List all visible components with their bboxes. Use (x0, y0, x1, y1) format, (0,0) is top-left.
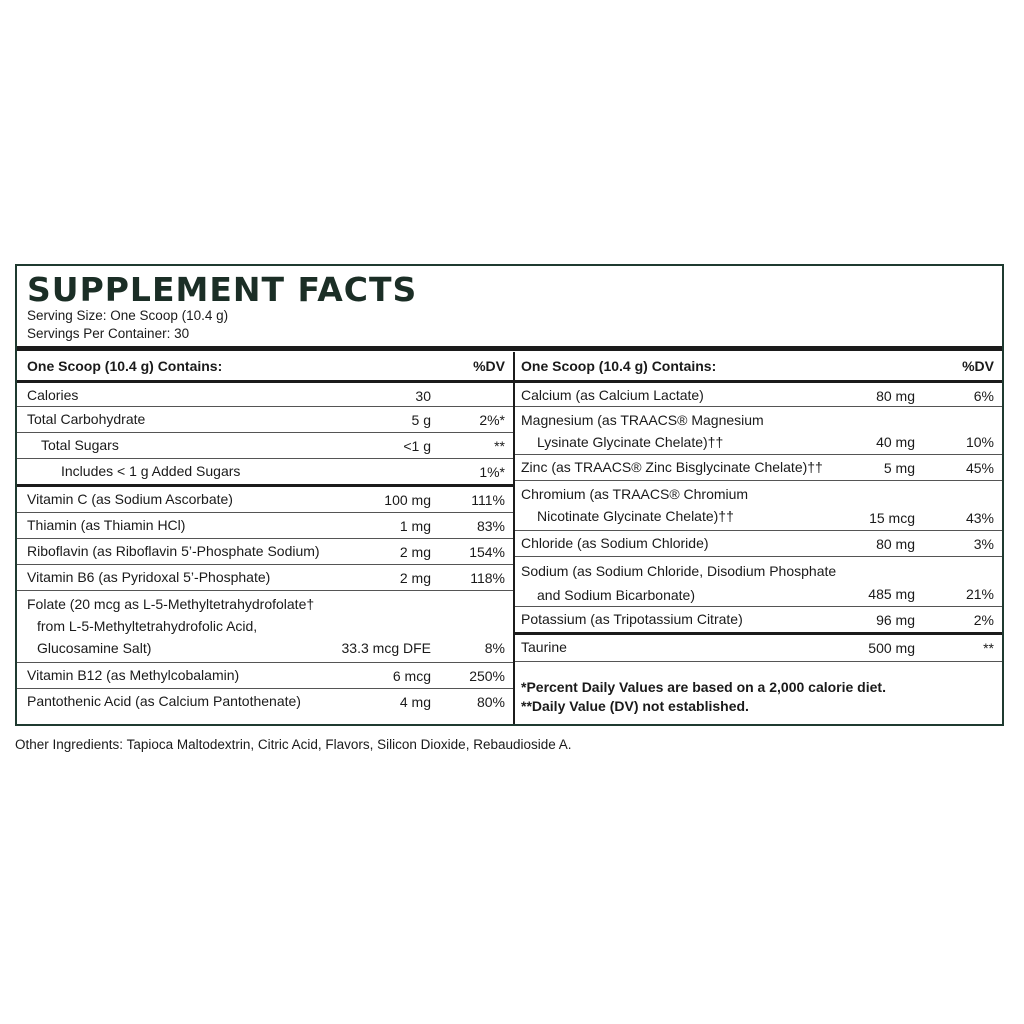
nutrient-row (17, 590, 513, 663)
nutrient-name: Total Carbohydrate (27, 411, 146, 427)
nutrient-row (515, 454, 1002, 481)
left-column-header (17, 352, 513, 380)
nutrient-dv: 111% (471, 492, 505, 508)
nutrient-name: Taurine (521, 639, 567, 655)
nutrient-name: Calories (27, 387, 79, 403)
nutrient-amount: <1 g (403, 438, 431, 454)
nutrient-amount: 80 mg (876, 388, 915, 404)
nutrient-dv: 45% (965, 460, 994, 476)
nutrient-row (17, 662, 513, 689)
nutrient-name: Magnesium (as TRAACS® Magnesium Lysinate Glycinate Chelate)†† (521, 412, 764, 450)
supplement-facts-panel (15, 264, 1004, 726)
nutrient-row (515, 530, 1002, 557)
nutrient-row (17, 432, 513, 459)
nutrient-row (515, 480, 1002, 531)
footnote-dv-not-established: **Daily Value (DV) not established. (521, 698, 749, 714)
nutrient-amount: 4 mg (399, 694, 431, 710)
servings-per-container: Servings Per Container: 30 (27, 326, 190, 341)
nutrient-name: Vitamin B6 (as Pyridoxal 5’-Phosphate) (27, 569, 271, 585)
nutrient-dv: 80% (476, 694, 505, 710)
nutrient-dv: 2% (973, 612, 994, 628)
nutrient-amount: 6 mcg (392, 668, 431, 684)
nutrient-amount: 1 mg (399, 518, 431, 534)
nutrient-dv: 10% (965, 434, 994, 450)
nutrient-dv: 43% (965, 510, 994, 526)
nutrient-name: Chromium (as TRAACS® Chromium Nicotinate Glycinate Chelate)†† (521, 486, 749, 524)
nutrient-dv: 118% (470, 570, 505, 586)
nutrient-dv: 250% (469, 668, 505, 684)
nutrient-name: Calcium (as Calcium Lactate) (521, 387, 704, 403)
nutrient-name: Potassium (as Tripotassium Citrate) (521, 611, 743, 627)
nutrient-dv: 154% (469, 544, 505, 560)
other-ingredients: Other Ingredients: Tapioca Maltodextrin, Citric Acid, Flavors, Silicon Dioxide, Rebaudioside A. (15, 737, 572, 752)
nutrient-dv: 1%* (479, 464, 505, 480)
nutrient-name: Includes < 1 g Added Sugars (61, 463, 241, 479)
footnote-percent-dv: *Percent Daily Values are based on a 2,000 calorie diet. (521, 679, 886, 695)
header-divider (17, 346, 1002, 351)
nutrient-row (17, 564, 513, 591)
nutrient-name: Sodium (as Sodium Chloride, Disodium Phosphate and Sodium Bicarbonate) (521, 563, 837, 603)
nutrient-dv: 2%* (479, 412, 505, 428)
nutrient-amount: 30 (415, 388, 431, 404)
nutrient-amount: 80 mg (876, 536, 915, 552)
nutrient-name: Folate (20 mcg as L-5-Methyltetrahydrofolate† from L-5-Methyltetrahydrofolic Acid, Glucosamine Salt) (27, 596, 315, 656)
nutrient-row (515, 380, 1002, 409)
nutrient-row (515, 606, 1002, 633)
nutrient-row (17, 538, 513, 565)
nutrient-dv: 3% (973, 536, 994, 552)
nutrient-dv: 8% (484, 640, 505, 656)
nutrient-name: Riboflavin (as Riboflavin 5’-Phosphate Sodium) (27, 543, 320, 559)
nutrient-dv: 21% (965, 586, 994, 602)
nutrient-dv: ** (494, 438, 505, 454)
left-contains-label: One Scoop (10.4 g) Contains: (27, 358, 223, 374)
nutrient-row (17, 458, 513, 485)
nutrient-amount: 5 mg (883, 460, 915, 476)
nutrient-name: Vitamin C (as Sodium Ascorbate) (27, 491, 233, 507)
right-contains-label: One Scoop (10.4 g) Contains: (521, 358, 717, 374)
left-column (17, 352, 513, 724)
nutrient-name: Vitamin B12 (as Methylcobalamin) (27, 667, 240, 683)
nutrient-amount: 2 mg (399, 570, 431, 586)
nutrient-amount: 40 mg (876, 434, 915, 450)
nutrient-row (515, 406, 1002, 455)
nutrient-amount: 5 g (411, 412, 431, 428)
nutrient-row (17, 688, 513, 715)
right-column-header (515, 352, 1002, 380)
nutrient-name: Total Sugars (41, 437, 119, 453)
nutrient-row (17, 380, 513, 409)
nutrient-name: Zinc (as TRAACS® Zinc Bisglycinate Chelate)†† (521, 459, 823, 475)
nutrient-row (515, 556, 1002, 607)
nutrient-name: Pantothenic Acid (as Calcium Pantothenate) (27, 693, 301, 709)
nutrient-row (515, 632, 1002, 662)
nutrient-row (17, 512, 513, 539)
nutrient-dv: ** (983, 640, 994, 656)
panel-title: SUPPLEMENT FACTS (27, 270, 418, 309)
nutrient-amount: 15 mcg (869, 510, 915, 526)
nutrient-amount: 2 mg (399, 544, 431, 560)
serving-size: Serving Size: One Scoop (10.4 g) (27, 308, 229, 323)
nutrient-amount: 96 mg (876, 612, 915, 628)
left-dv-label: %DV (473, 358, 505, 374)
nutrient-name: Thiamin (as Thiamin HCl) (27, 517, 186, 533)
nutrient-amount: 100 mg (384, 492, 431, 508)
right-column (515, 352, 1002, 724)
nutrient-amount: 500 mg (868, 640, 915, 656)
nutrient-row (17, 484, 513, 513)
right-dv-label: %DV (962, 358, 994, 374)
nutrient-amount: 485 mg (868, 586, 915, 602)
nutrient-row (17, 406, 513, 433)
nutrient-dv: 6% (973, 388, 994, 404)
nutrient-amount: 33.3 mcg DFE (341, 640, 431, 656)
nutrient-name: Chloride (as Sodium Chloride) (521, 535, 709, 551)
nutrient-dv: 83% (476, 518, 505, 534)
